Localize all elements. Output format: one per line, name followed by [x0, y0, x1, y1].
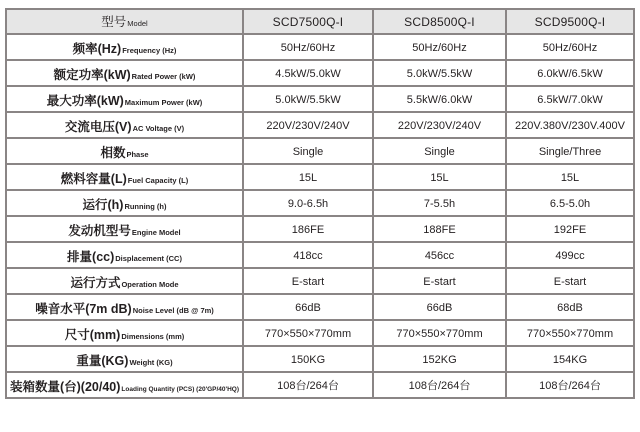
header-row	[6, 9, 634, 34]
row-label-en: Fuel Capacity (L)	[127, 176, 189, 185]
value-text: E-start	[423, 276, 456, 288]
row-label-en: Phase	[126, 150, 149, 159]
row-label	[6, 372, 243, 398]
row-label-en: Frequency (Hz)	[122, 46, 177, 55]
value-text: 770×550×770mm	[264, 328, 352, 340]
cell-value	[243, 268, 373, 294]
model-name: SCD7500Q-I	[272, 14, 344, 29]
cell-value	[243, 372, 373, 398]
value-text: Single/Three	[538, 146, 602, 158]
value-text: 108台/264台	[277, 380, 339, 392]
row-label-en: Running (h)	[124, 202, 167, 211]
row-label	[6, 346, 243, 372]
value-text: 154KG	[552, 354, 588, 366]
value-text: 68dB	[557, 302, 583, 314]
row-label-en: Dimensions (mm)	[121, 332, 185, 341]
cell-value	[243, 320, 373, 346]
table-row-running	[6, 190, 634, 216]
cell-value	[506, 320, 634, 346]
header-label-cn: 型号	[101, 15, 127, 29]
value-text: Single	[424, 146, 455, 158]
table-row-dimensions	[6, 320, 634, 346]
row-label	[6, 294, 243, 320]
cell-value	[243, 190, 373, 216]
cell-value	[506, 164, 634, 190]
cell-value	[506, 294, 634, 320]
value-text: 770×550×770mm	[396, 328, 483, 340]
value-text: 66dB	[295, 302, 321, 314]
table-row-rated-power	[6, 60, 634, 86]
value-text: 108台/264台	[539, 380, 601, 392]
value-text: 4.5kW/5.0kW	[275, 68, 341, 80]
row-label-cn: 尺寸(mm)	[64, 328, 121, 342]
table-row-operation-mode	[6, 268, 634, 294]
cell-value	[506, 86, 634, 112]
row-label	[6, 86, 243, 112]
value-text: 15L	[430, 172, 449, 184]
row-label-cn: 重量(KG)	[76, 354, 129, 368]
row-label	[6, 242, 243, 268]
value-text: 50Hz/60Hz	[412, 42, 467, 54]
value-text: 15L	[298, 172, 318, 184]
row-label-en: Weight (KG)	[129, 358, 173, 367]
cell-value	[506, 34, 634, 60]
cell-value	[373, 60, 506, 86]
header-label-cell	[6, 9, 243, 34]
table-row-frequency	[6, 34, 634, 60]
row-label-cn: 频率(Hz)	[72, 42, 122, 56]
value-text: 9.0-6.5h	[287, 198, 329, 210]
value-text: 192FE	[553, 224, 587, 236]
cell-value	[373, 268, 506, 294]
table-row-fuel-capacity	[6, 164, 634, 190]
header-model-2	[373, 9, 506, 34]
cell-value	[506, 138, 634, 164]
table-row-noise-level	[6, 294, 634, 320]
value-text: 499cc	[555, 250, 585, 262]
cell-value	[373, 346, 506, 372]
row-label	[6, 138, 243, 164]
value-text: 108台/264台	[408, 380, 471, 392]
value-text: 15L	[560, 172, 580, 184]
cell-value	[506, 372, 634, 398]
cell-value	[373, 320, 506, 346]
value-text: 188FE	[423, 224, 456, 236]
cell-value	[373, 112, 506, 138]
cell-value	[373, 294, 506, 320]
value-text: 5.0kW/5.5kW	[406, 68, 473, 80]
value-text: 66dB	[426, 302, 453, 314]
row-label-cn: 排量(cc)	[67, 250, 115, 264]
row-label	[6, 34, 243, 60]
value-text: 770×550×770mm	[526, 328, 614, 340]
value-text: Single	[292, 146, 324, 158]
table-row-phase	[6, 138, 634, 164]
spec-table	[5, 8, 635, 399]
cell-value	[373, 190, 506, 216]
value-text: 220V/230V/240V	[397, 120, 482, 132]
header-model-1	[243, 9, 373, 34]
cell-value	[243, 86, 373, 112]
row-label-en: AC Voltage (V)	[132, 124, 185, 133]
row-label-cn: 燃料容量(L)	[60, 172, 127, 186]
row-label-cn: 运行方式	[70, 276, 121, 290]
row-label-cn: 相数	[100, 146, 126, 160]
table-row-loading-quantity	[6, 372, 634, 398]
cell-value	[373, 138, 506, 164]
value-text: 152KG	[422, 354, 457, 366]
model-name: SCD8500Q-I	[404, 14, 475, 29]
cell-value	[506, 242, 634, 268]
row-label-cn: 额定功率(kW)	[53, 68, 131, 82]
value-text: 5.0kW/5.5kW	[275, 94, 341, 106]
row-label	[6, 164, 243, 190]
header-model-3	[506, 9, 634, 34]
cell-value	[506, 216, 634, 242]
value-text: 418cc	[293, 250, 323, 262]
value-text: E-start	[291, 276, 325, 288]
value-text: 6.5-5.0h	[549, 198, 591, 210]
cell-value	[243, 294, 373, 320]
table-row-max-power	[6, 86, 634, 112]
value-text: 150KG	[290, 354, 326, 366]
row-label	[6, 216, 243, 242]
value-text: 50Hz/60Hz	[280, 42, 336, 54]
cell-value	[243, 34, 373, 60]
cell-value	[373, 164, 506, 190]
row-label	[6, 268, 243, 294]
value-text: 7-5.5h	[423, 198, 456, 210]
header-label-en: Model	[127, 19, 148, 28]
cell-value	[243, 216, 373, 242]
row-label	[6, 190, 243, 216]
cell-value	[506, 346, 634, 372]
cell-value	[243, 164, 373, 190]
cell-value	[373, 86, 506, 112]
row-label-en: Rated Power (kW)	[131, 72, 196, 81]
model-name: SCD9500Q-I	[534, 14, 606, 29]
value-text: 50Hz/60Hz	[542, 42, 598, 54]
value-text: 220V.380V/230V.400V	[515, 120, 625, 132]
cell-value	[373, 34, 506, 60]
cell-value	[243, 138, 373, 164]
value-text: 456cc	[424, 250, 455, 262]
row-label-cn: 最大功率(kW)	[46, 94, 124, 108]
cell-value	[373, 242, 506, 268]
row-label-en: Displacement (CC)	[115, 254, 182, 263]
row-label	[6, 112, 243, 138]
table-row-weight	[6, 346, 634, 372]
row-label-cn: 运行(h)	[82, 198, 124, 212]
cell-value	[506, 190, 634, 216]
row-label-cn: 噪音水平(7m dB)	[35, 302, 132, 316]
cell-value	[506, 112, 634, 138]
value-text: 220V/230V/240V	[266, 120, 350, 132]
row-label-cn: 装箱数量(台)(20/40)	[9, 380, 121, 394]
cell-value	[243, 346, 373, 372]
row-label-cn: 发动机型号	[68, 224, 131, 238]
cell-value	[506, 268, 634, 294]
row-label-en: Loading Quantity (PCS) (20'GP/40'HQ)	[121, 386, 239, 393]
cell-value	[506, 60, 634, 86]
value-text: 6.5kW/7.0kW	[537, 94, 603, 106]
row-label-cn: 交流电压(V)	[64, 120, 132, 134]
table-row-ac-voltage	[6, 112, 634, 138]
row-label	[6, 60, 243, 86]
value-text: E-start	[553, 276, 587, 288]
table-row-displacement	[6, 242, 634, 268]
row-label-en: Operation Mode	[121, 280, 179, 289]
value-text: 186FE	[291, 224, 325, 236]
cell-value	[373, 372, 506, 398]
value-text: 5.5kW/6.0kW	[406, 94, 473, 106]
cell-value	[243, 60, 373, 86]
cell-value	[373, 216, 506, 242]
row-label	[6, 320, 243, 346]
table-row-engine-model	[6, 216, 634, 242]
row-label-en: Maximum Power (kW)	[124, 98, 203, 107]
row-label-en: Engine Model	[131, 228, 181, 237]
row-label-en: Noise Level (dB @ 7m)	[132, 306, 214, 315]
value-text: 6.0kW/6.5kW	[537, 68, 603, 80]
cell-value	[243, 242, 373, 268]
cell-value	[243, 112, 373, 138]
